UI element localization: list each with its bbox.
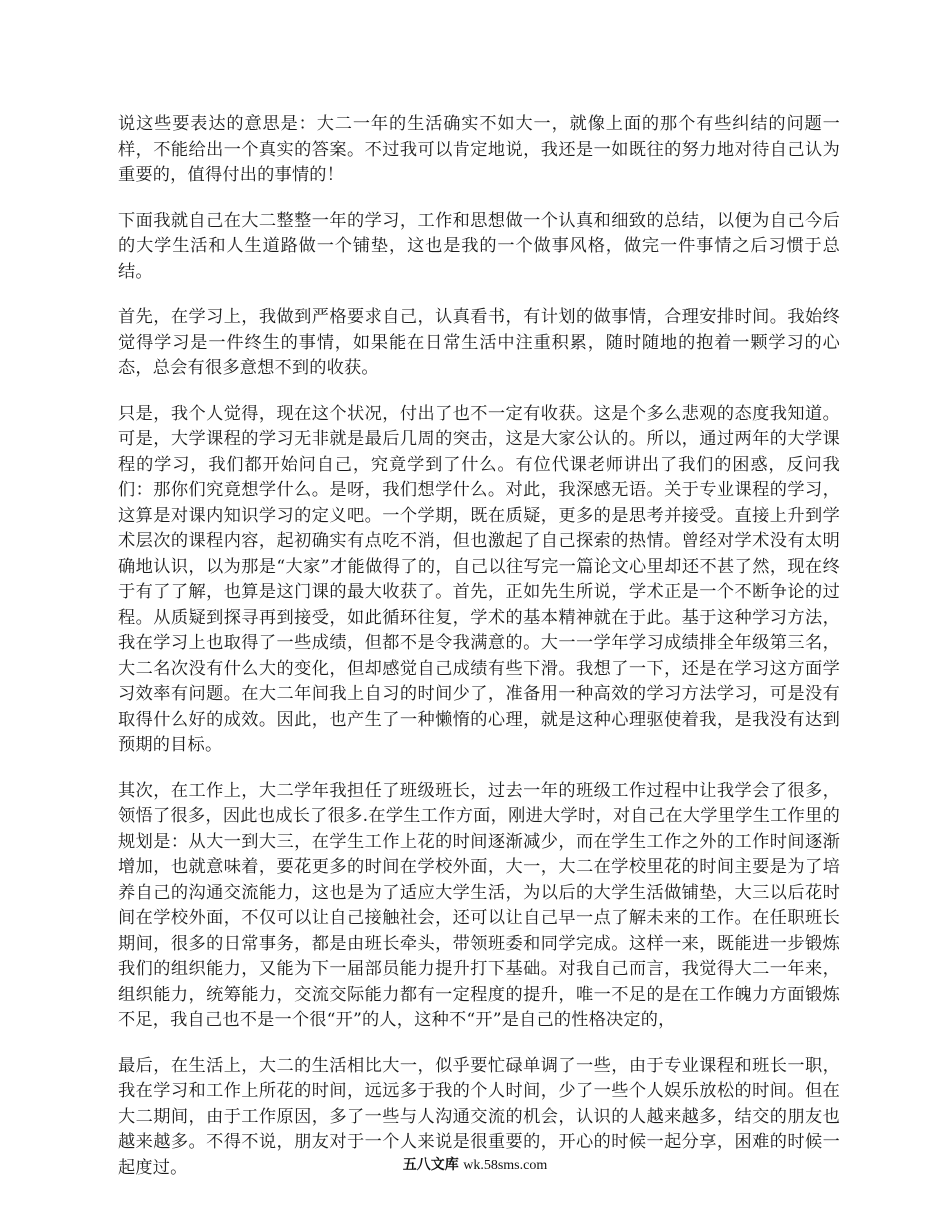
paragraph-1: 说这些要表达的意思是：大二一年的生活确实不如大一，就像上面的那个有些纠结的问题一样，不能给出一个真实的答案。不过我可以肯定地说，我还是一如既往的努力地对待自己认为重要的，值得付出的事情的！ bbox=[118, 114, 840, 185]
footer-brand: 五八文库 bbox=[402, 1157, 459, 1173]
document-body bbox=[118, 112, 840, 1201]
footer-url[interactable]: wk.58sms.com bbox=[463, 1158, 548, 1173]
paragraph-6: 最后，在生活上，大二的生活相比大一，似乎要忙碌单调了一些，由于专业课程和班长一职，我在学习和工作上所花的时间，远远多于我的个人时间，少了一些个人娱乐放松的时间。但在大二期间，由于工作原因，多了一些与人沟通交流的机会，认识的人越来越多，结交的朋友也越来越多。不得不说，朋友对于一个人来说是很重要的，开心的时候一起分享，困难的时候一起度过。 bbox=[118, 1055, 840, 1178]
paragraph-2: 下面我就自己在大二整整一年的学习，工作和思想做一个认真和细致的总结，以便为自己今后的大学生活和人生道路做一个铺垫，这也是我的一个做事风格，做完一件事情之后习惯于总结。 bbox=[118, 210, 840, 282]
page-footer bbox=[0, 1155, 950, 1176]
paragraph-5: 其次，在工作上，大二学年我担任了班级班长，过去一年的班级工作过程中让我学会了很多，领悟了很多，因此也成长了很多.在学生工作方面，刚进大学时，对自己在大学里学生工作里的规划是：从大一到大三，在学生工作上花的时间逐渐减少，而在学生工作之外的工作时间逐渐增加，也就意味着，要花更多的时间在学校外面，大一，大二在学校里花的时间主要是为了培养自己的沟通交流能力，这也是为了适应大学生活，为以后的大学生活做铺垫，大三以后花时间在学校外面，不仅可以让自己接触社会，还可以让自己早一点了解未来的工作。在任职班长期间，很多的日常事务，都是由班长牵头，带领班委和同学完成。这样一来，既能进一步锻炼我们的组织能力，又能为下一届部员能力提升打下基础。对我自己而言，我觉得大二一年来，组织能力，统筹能力，交流交际能力都有一定程度的提升，唯一不足的是在工作魄力方面锻炼不足，我自己也不是一个很“开”的人，这种不“开”是自己的性格决定的， bbox=[118, 780, 840, 1030]
paragraph-3: 首先，在学习上，我做到严格要求自己，认真看书，有计划的做事情，合理安排时间。我始终觉得学习是一件终生的事情，如果能在日常生活中注重积累，随时随地的抱着一颗学习的心态，总会有很多意想不到的收获。 bbox=[118, 307, 840, 378]
paragraph-4: 只是，我个人觉得，现在这个状况，付出了也不一定有收获。这是个多么悲观的态度我知道。可是，大学课程的学习无非就是最后几周的突击，这是大家公认的。所以，通过两年的大学课程的学习，我们都开始问自己，究竟学到了什么。有位代课老师讲出了我们的困惑，反问我们：那你们究竟想学什么。是呀，我们想学什么。对此，我深感无语。关于专业课程的学习，这算是对课内知识学习的定义吧。一个学期，既在质疑，更多的是思考并接受。直接上升到学术层次的课程内容，起初确实有点吃不消，但也激起了自己探索的热情。曾经对学术没有太明确地认识，以为那是“大家”才能做得了的，自己以往写完一篇论文心里却还不甚了然，现在终于有了了解，也算是这门课的最大收获了。首先，正如先生所说，学术正是一个不断争论的过程。从质疑到探寻再到接受，如此循环往复，学术的基本精神就在于此。基于这种学习方法，我在学习上也取得了一些成绩，但都不是令我满意的。大一一学年学习成绩排全年级第三名，大二名次没有什么大的变化，但却感觉自己成绩有些下滑。我想了一下，还是在学习这方面学习效率有问题。在大二年间我上自习的时间少了，准备用一种高效的学习方法学习，可是没有取得什么好的成效。因此，也产生了一种懒惰的心理，就是这种心理驱使着我，是我没有达到预期的目标。 bbox=[118, 403, 840, 755]
